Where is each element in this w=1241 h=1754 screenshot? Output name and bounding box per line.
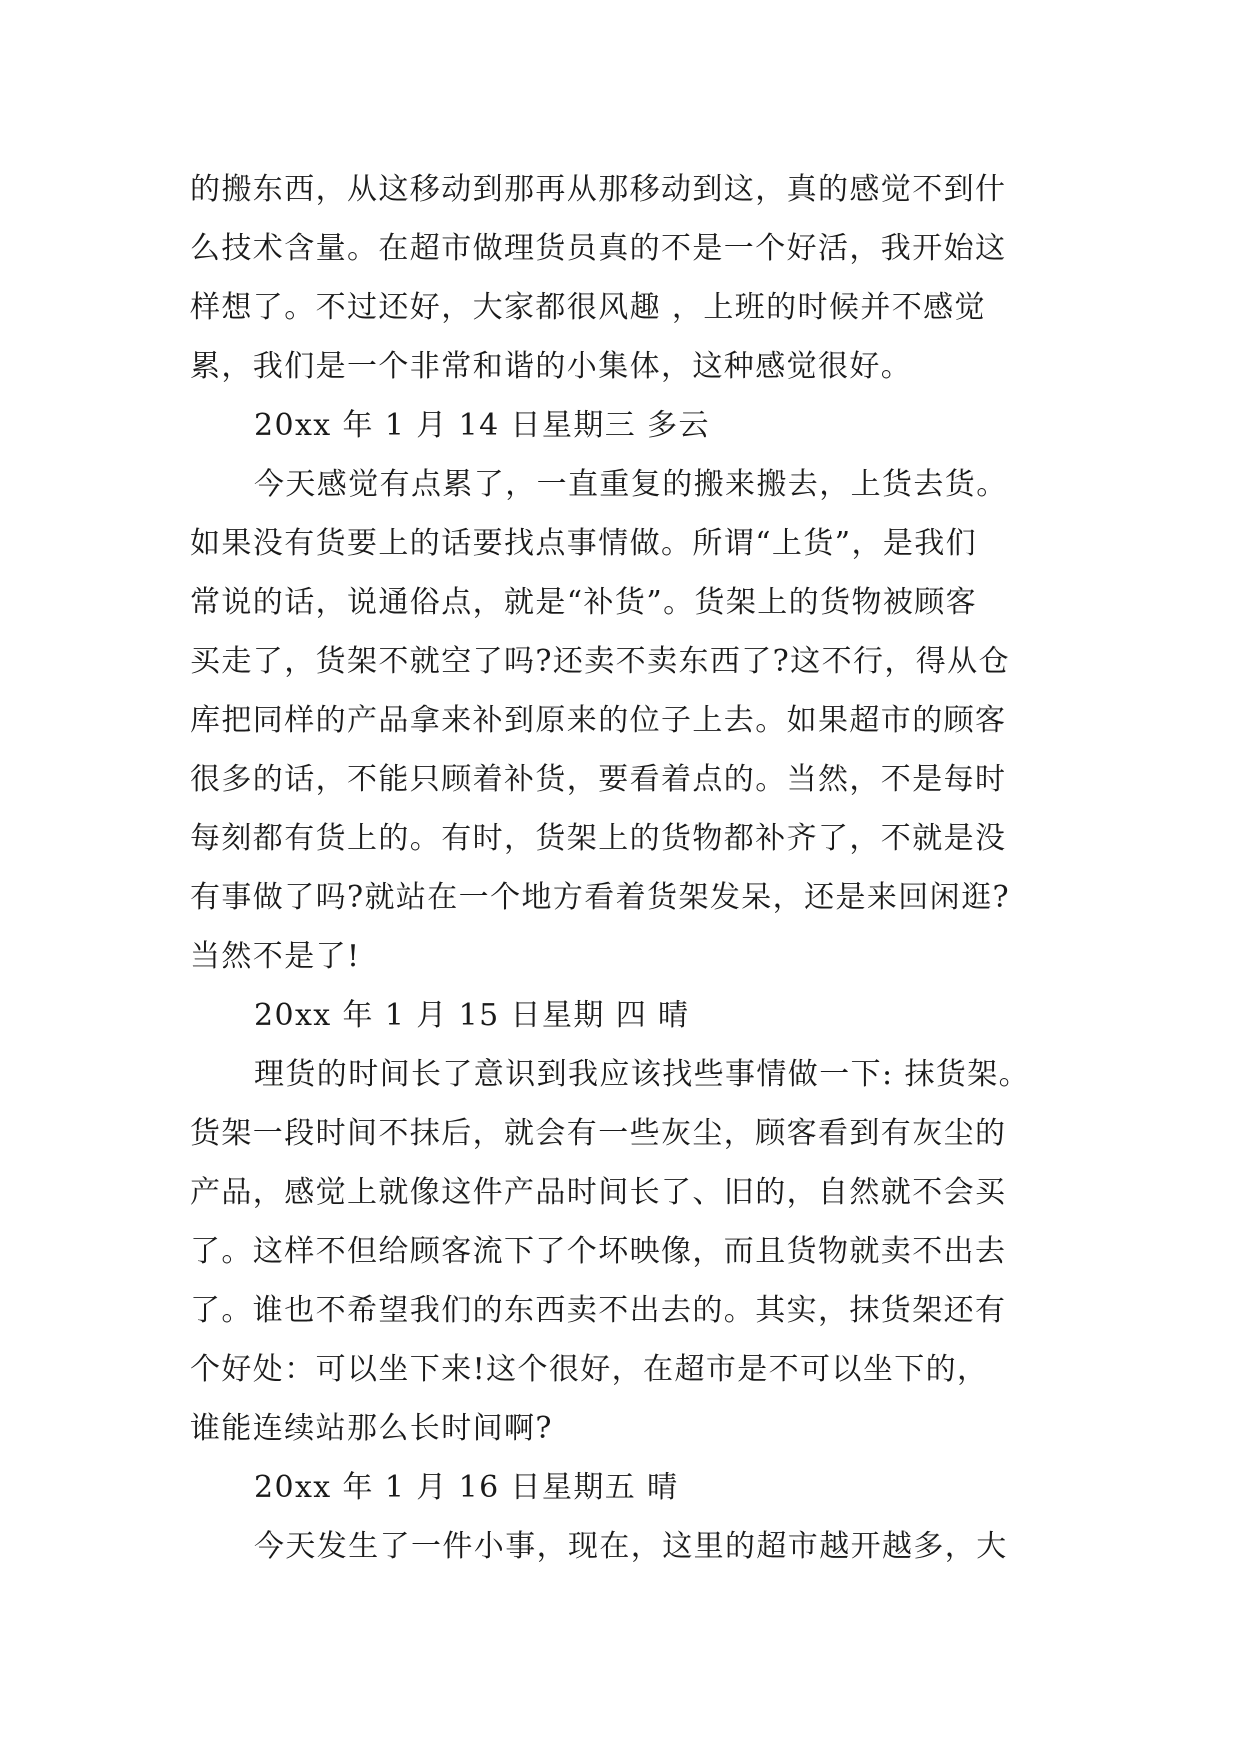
- paragraph-line: 货架一段时间不抹后，就会有一些灰尘，顾客看到有灰尘的: [190, 1116, 1007, 1151]
- paragraph-line: 累，我们是一个非常和谐的小集体，这种感觉很好。: [190, 349, 913, 384]
- paragraph-line: 产品，感觉上就像这件产品时间长了、旧的，自然就不会买: [190, 1175, 1007, 1210]
- paragraph-line: 每刻都有货上的。有时，货架上的货物都补齐了，不就是没: [190, 821, 1007, 856]
- paragraph-line: 有事做了吗?就站在一个地方看着货架发呆，还是来回闲逛?: [190, 880, 1010, 915]
- paragraph-line: 很多的话，不能只顾着补货，要看着点的。当然，不是每时: [190, 762, 1007, 797]
- paragraph-line: 谁能连续站那么长时间啊?: [190, 1411, 553, 1446]
- diary-date-heading: 20xx 年 1 月 15 日星期 四 晴: [254, 998, 690, 1033]
- paragraph-line: 了。这样不但给顾客流下了个坏映像，而且货物就卖不出去: [190, 1234, 1007, 1269]
- paragraph-line: 今天感觉有点累了，一直重复的搬来搬去，上货去货。: [254, 467, 1008, 502]
- paragraph-line: 了。谁也不希望我们的东西卖不出去的。其实，抹货架还有: [190, 1293, 1007, 1328]
- paragraph-line: 理货的时间长了意识到我应该找些事情做一下: 抹货架。: [254, 1057, 1031, 1092]
- paragraph-line: 今天发生了一件小事，现在，这里的超市越开越多，大: [254, 1529, 1008, 1564]
- document-body: [190, 160, 1070, 1576]
- paragraph-line: 当然不是了!: [190, 939, 361, 974]
- paragraph-line: 库把同样的产品拿来补到原来的位子上去。如果超市的顾客: [190, 703, 1007, 738]
- diary-date-heading: 20xx 年 1 月 14 日星期三 多云: [254, 408, 710, 443]
- diary-date-heading: 20xx 年 1 月 16 日星期五 晴: [254, 1470, 679, 1505]
- paragraph-line: 个好处：可以坐下来!这个很好，在超市是不可以坐下的，: [190, 1352, 989, 1387]
- paragraph-line: 如果没有货要上的话要找点事情做。所谓“上货”，是我们: [190, 526, 978, 561]
- paragraph-line: 么技术含量。在超市做理货员真的不是一个好活，我开始这: [190, 231, 1007, 266]
- paragraph-line: 常说的话，说通俗点，就是“补货”。货架上的货物被顾客: [190, 585, 978, 620]
- paragraph-line: 的搬东西，从这移动到那再从那移动到这，真的感觉不到什: [190, 172, 1007, 207]
- paragraph-line: 样想了。不过还好，大家都很风趣 ，上班的时候并不感觉: [190, 290, 986, 325]
- paragraph-line: 买走了，货架不就空了吗?还卖不卖东西了?这不行，得从仓: [190, 644, 1010, 679]
